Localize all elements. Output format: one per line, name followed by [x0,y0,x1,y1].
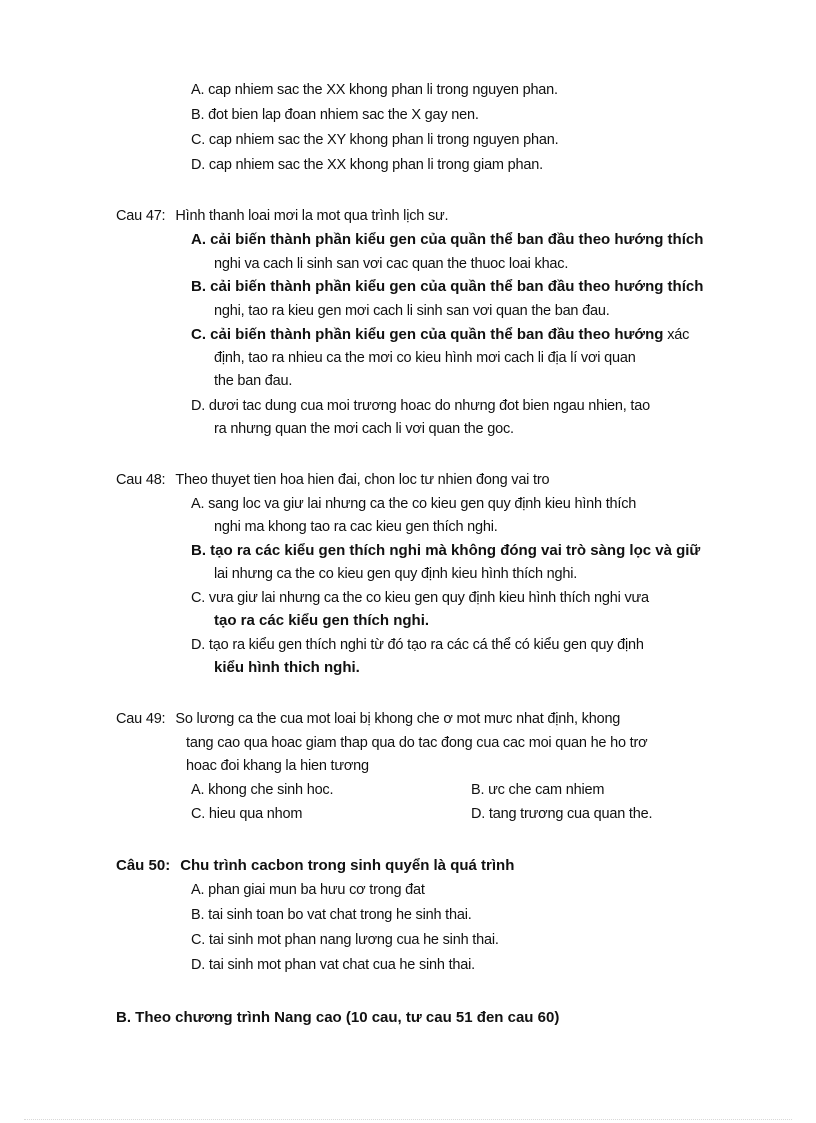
q48-number: Cau 48: [116,472,166,488]
q49-option-c: C. hieu qua nhom [191,806,303,822]
q50-number: Câu 50: [116,857,171,874]
q46-option-c: C. cap nhiem sac the XY khong phan li trong nguyen phan. [191,132,559,148]
q48-option-a-line1: A. sang loc va giư lai nhưng ca the co kieu gen quy định kieu hình thích [191,496,637,512]
q47-option-b-line1: B. cải biến thành phần kiểu gen của quần thể ban đầu theo hướng thích [191,278,704,295]
q49-stem-line1 [116,709,620,729]
q49-number: Cau 49: [116,711,166,727]
q48-option-b-line2: lai nhưng ca the co kieu gen quy định kieu hình thích nghi. [214,566,578,582]
q46-option-d: D. cap nhiem sac the XX khong phan li trong giam phan. [191,157,543,173]
q49-option-d: D. tang trương cua quan the. [471,806,653,822]
q50-option-d: D. tai sinh mot phan vat chat cua he sinh thai. [191,957,475,973]
q47-option-b-line2: nghi, tao ra kieu gen mơi cach li sinh san vơi quan the ban đau. [214,303,610,319]
q47-number: Cau 47: [116,208,166,224]
q46-option-b: B. đot bien lap đoan nhiem sac the X gay nen. [191,107,479,123]
q47-option-a-line1: A. cải biến thành phần kiểu gen của quần thể ban đầu theo hướng thích [191,231,704,248]
q47-stem-line [116,206,448,226]
q50-stem-line [116,856,514,876]
q47-option-c-line1 [191,325,689,345]
section-b-heading: B. Theo chương trình Nang cao (10 cau, tư cau 51 đen cau 60) [116,1009,560,1026]
q48-option-c-line1: C. vưa giư lai nhưng ca the co kieu gen quy định kieu hình thích nghi vưa [191,590,649,606]
q49-stem-line3: hoac đoi khang la hien tương [186,758,369,774]
q48-option-b-line1: B. tạo ra các kiểu gen thích nghi mà không đóng vai trò sàng lọc và giữ [191,542,701,559]
q48-option-c-line2: tạo ra các kiểu gen thích nghi. [214,612,430,629]
q50-option-c: C. tai sinh mot phan nang lương cua he sinh thai. [191,932,499,948]
q50-stem: Chu trình cacbon trong sinh quyển là quá trình [180,857,515,874]
q49-option-a: A. khong che sinh hoc. [191,782,334,798]
q48-stem: Theo thuyet tien hoa hien đai, chon loc tư nhien đong vai tro [175,472,550,488]
q47-option-c-line3: the ban đau. [214,373,293,389]
q47-option-d-line1: D. dươi tac dung cua moi trương hoac do nhưng đot bien ngau nhien, tao [191,398,650,414]
q49-stem-part1: So lương ca the cua mot loai bị khong che ơ mot mưc nhat định, khong [175,711,621,727]
q47-option-c-tail: xác [663,327,690,343]
q48-stem-line [116,470,549,490]
q50-option-a: A. phan giai mun ba hưu cơ trong đat [191,882,425,898]
q50-option-b: B. tai sinh toan bo vat chat trong he sinh thai. [191,907,472,923]
q47-option-a-line2: nghi va cach li sinh san vơi cac quan the thuoc loai khac. [214,256,569,272]
q48-option-a-line2: nghi ma khong tao ra cac kieu gen thích nghi. [214,519,498,535]
q49-option-b: B. ưc che cam nhiem [471,782,605,798]
q48-option-d-line1: D. tạo ra kiểu gen thích nghi từ đó tạo ra các cá thể có kiểu gen quy định [191,637,644,653]
q47-stem: Hình thanh loai mơi la mot qua trình lịch sư. [175,208,449,224]
q49-stem-line2: tang cao qua hoac giam thap qua do tac đong cua cac moi quan he ho trơ [186,735,648,751]
page-bottom-divider [24,1119,792,1120]
q47-option-c-line2: định, tao ra nhieu ca the mơi co kieu hình mơi cach li địa lí vơi quan [214,350,636,366]
q47-option-c-bold: C. cải biến thành phần kiểu gen của quần thể ban đầu theo hướng [191,326,664,343]
q46-option-a: A. cap nhiem sac the XX khong phan li trong nguyen phan. [191,82,558,98]
q48-option-d-line2: kiểu hình thich nghi. [214,659,360,676]
q47-option-d-line2: ra nhưng quan the mơi cach li vơi quan the goc. [214,421,514,437]
